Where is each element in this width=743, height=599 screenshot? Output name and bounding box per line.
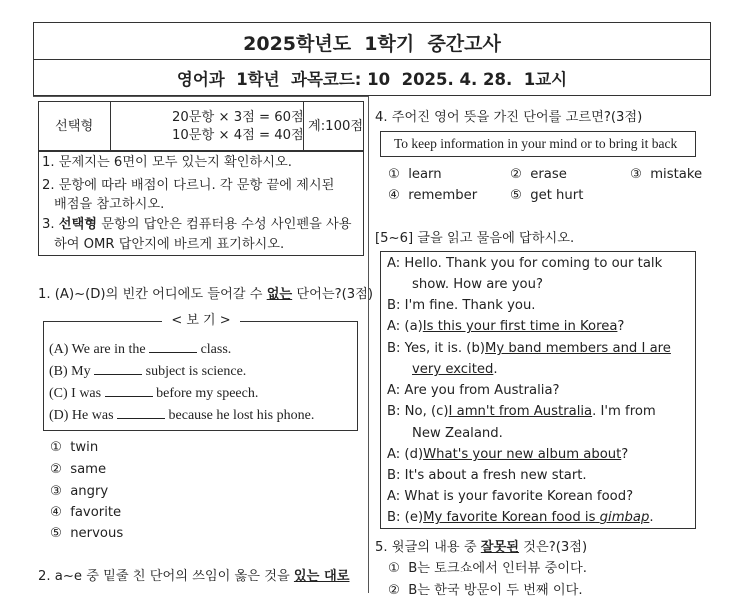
passage-line-10-pre: A: (d)	[387, 447, 424, 462]
left-top-rule	[33, 96, 368, 97]
passage-line-11: B: It's about a fresh new start.	[387, 468, 587, 483]
q4-option-4[interactable]	[388, 188, 477, 204]
passage-box	[380, 251, 696, 529]
q4-option-1[interactable]	[388, 167, 442, 183]
passage-line-3: B: I'm fine. Thank you.	[387, 298, 536, 313]
passage-line-1: A: Hello. Thank you for coming to our talk	[387, 256, 663, 271]
q1-box-title-bg	[162, 313, 240, 329]
underlined-e-text: My favorite Korean food is	[423, 510, 596, 525]
q1-c-pre: (C) I was	[49, 386, 102, 401]
q1-d-pre: (D) He was	[49, 408, 114, 423]
q1-option-label: twin	[70, 440, 99, 455]
circled-number: ③	[630, 167, 642, 182]
passage-line-8	[387, 404, 656, 420]
q1-a-blank	[149, 341, 197, 353]
q1-a-pre: (A) We are in the	[49, 342, 146, 357]
underlined-b: My band members and I are	[484, 341, 671, 356]
q4-option-label: get hurt	[530, 188, 584, 203]
circled-number: ⑤	[50, 526, 62, 541]
passage-line-13-post: .	[649, 510, 654, 525]
circled-number: ②	[50, 462, 62, 477]
circled-number: ③	[50, 484, 62, 499]
q5-stem-pre: 5. 윗글의 내용 중	[375, 540, 477, 555]
q2-stem-emphasis: 있는 대로	[293, 569, 350, 584]
q5-stem-emphasis: 잘못된	[480, 540, 520, 555]
q4-option-label: learn	[408, 167, 442, 182]
q4-option-label: remember	[408, 188, 478, 203]
score-table	[38, 101, 364, 151]
underlined-a: Is this your first time in Korea	[422, 319, 618, 334]
circled-number: ②	[510, 167, 522, 182]
q1-a-post: class.	[200, 342, 232, 357]
score-type-label: 선택형	[55, 119, 94, 134]
underlined-c: I amn't from Australia	[448, 404, 593, 419]
passage-line-8-post: . I'm from	[592, 404, 656, 419]
q4-definition-box	[380, 131, 696, 157]
q1-sentence-c	[49, 385, 258, 402]
q1-option-label: nervous	[70, 526, 124, 541]
q4-option-label: erase	[530, 167, 567, 182]
q1-d-blank	[117, 407, 165, 419]
passage-line-10	[387, 447, 628, 463]
instruction-2b: 배점을 참고하시오.	[54, 197, 165, 212]
q1-stem-emphasis: 없는	[266, 287, 293, 302]
passage-heading: [5~6] 글을 읽고 물음에 답하시오.	[375, 231, 575, 246]
q1-b-blank	[94, 363, 142, 375]
q1-option-1[interactable]	[50, 440, 98, 456]
underlined-e	[423, 510, 649, 525]
score-table-divider-1	[110, 102, 111, 150]
underlined-d: What's your new album about	[423, 447, 622, 462]
passage-line-6-post: .	[493, 362, 498, 377]
instruction-3-bold: 선택형	[58, 217, 98, 232]
q2-stem-pre: 2. a~e 중 밑줄 친 단어의 쓰임이 옳은 것을	[38, 569, 290, 584]
score-total: 계:100점	[308, 119, 364, 134]
q5-option-1[interactable]	[388, 561, 587, 577]
q1-box-title: < 보 기 >	[171, 313, 231, 328]
passage-line-5	[387, 341, 671, 357]
passage-line-4	[387, 319, 624, 335]
passage-line-13	[387, 510, 654, 526]
q5-stem-post: 것은?(3점)	[523, 540, 588, 555]
q1-b-pre: (B) My	[49, 364, 91, 379]
q1-c-blank	[105, 385, 153, 397]
instruction-3b: 하여 OMR 답안지에 바르게 표기하시오.	[54, 237, 285, 252]
q1-option-label: same	[70, 462, 107, 477]
q1-option-5[interactable]	[50, 526, 123, 542]
exam-subtitle: 영어과 1학년 과목코드: 10 2025. 4. 28. 1교시	[176, 70, 568, 89]
q4-option-5[interactable]	[510, 188, 583, 204]
instruction-3a	[42, 217, 351, 233]
instruction-3-rest: 문항의 답안은 컴퓨터용 수성 사인펜을 사용	[101, 217, 352, 232]
passage-line-13-pre: B: (e)	[387, 510, 424, 525]
instruction-2a: 2. 문항에 따라 배점이 다르니. 각 문항 끝에 제시된	[42, 178, 335, 193]
passage-line-7: A: Are you from Australia?	[387, 383, 560, 398]
q1-sentence-b	[49, 363, 246, 380]
circled-number: ④	[50, 505, 62, 520]
q1-option-3[interactable]	[50, 484, 108, 500]
circled-number: ⑤	[510, 188, 522, 203]
instruction-3-number: 3.	[42, 217, 55, 232]
q1-stem-pre: 1. (A)~(D)의 빈칸 어디에도 들어갈 수	[38, 287, 263, 302]
passage-line-2: show. How are you?	[412, 277, 543, 292]
column-divider	[368, 96, 369, 593]
q1-stem	[38, 287, 373, 303]
q5-option-label: B는 한국 방문이 두 번째 이다.	[408, 583, 583, 598]
passage-line-8-pre: B: No, (c)	[387, 404, 449, 419]
q5-stem	[375, 540, 587, 556]
circled-number: ①	[388, 561, 400, 576]
q1-sentence-d	[49, 407, 314, 424]
score-row-2: 10문항 × 4점 = 40점	[172, 128, 304, 143]
circled-number: ④	[388, 188, 400, 203]
q4-option-2[interactable]	[510, 167, 567, 183]
circled-number: ①	[50, 440, 62, 455]
instruction-1: 1. 문제지는 6면이 모두 있는지 확인하시오.	[42, 155, 292, 170]
q4-stem: 4. 주어진 영어 뜻을 가진 단어를 고르면?(3점)	[375, 110, 643, 125]
q4-option-label: mistake	[650, 167, 703, 182]
q5-option-2[interactable]	[388, 583, 583, 599]
q1-d-post: because he lost his phone.	[168, 408, 315, 423]
passage-line-4-post: ?	[617, 319, 625, 334]
q1-sentence-a	[49, 341, 231, 358]
passage-line-10-post: ?	[621, 447, 629, 462]
q1-b-post: subject is science.	[145, 364, 247, 379]
q1-c-post: before my speech.	[156, 386, 259, 401]
passage-line-5-pre: B: Yes, it is. (b)	[387, 341, 485, 356]
circled-number: ①	[388, 167, 400, 182]
passage-line-6	[412, 362, 498, 378]
q1-stem-post: 단어는?(3점)	[296, 287, 374, 302]
q1-option-label: angry	[70, 484, 109, 499]
q4-definition: To keep information in your mind or to bring it back	[394, 136, 678, 151]
q1-example-box	[43, 313, 358, 431]
q1-option-label: favorite	[70, 505, 122, 520]
header-divider	[34, 59, 710, 60]
q2-stem	[38, 569, 349, 585]
score-row-1: 20문항 × 3점 = 60점	[172, 110, 304, 125]
passage-line-12: A: What is your favorite Korean food?	[387, 489, 634, 504]
underlined-b-cont: very excited	[412, 362, 494, 377]
exam-title: 2025학년도 1학기 중간고사	[243, 33, 501, 55]
q4-option-3[interactable]	[630, 167, 702, 183]
circled-number: ②	[388, 583, 400, 598]
q1-option-2[interactable]	[50, 462, 106, 478]
underlined-e-italic: gimbap	[599, 510, 650, 525]
passage-line-9: New Zealand.	[412, 426, 503, 441]
instructions-box	[38, 151, 364, 256]
q1-option-4[interactable]	[50, 505, 121, 521]
exam-header	[33, 22, 711, 96]
q5-option-label: B는 토크쇼에서 인터뷰 중이다.	[408, 561, 587, 576]
passage-line-4-pre: A: (a)	[387, 319, 423, 334]
